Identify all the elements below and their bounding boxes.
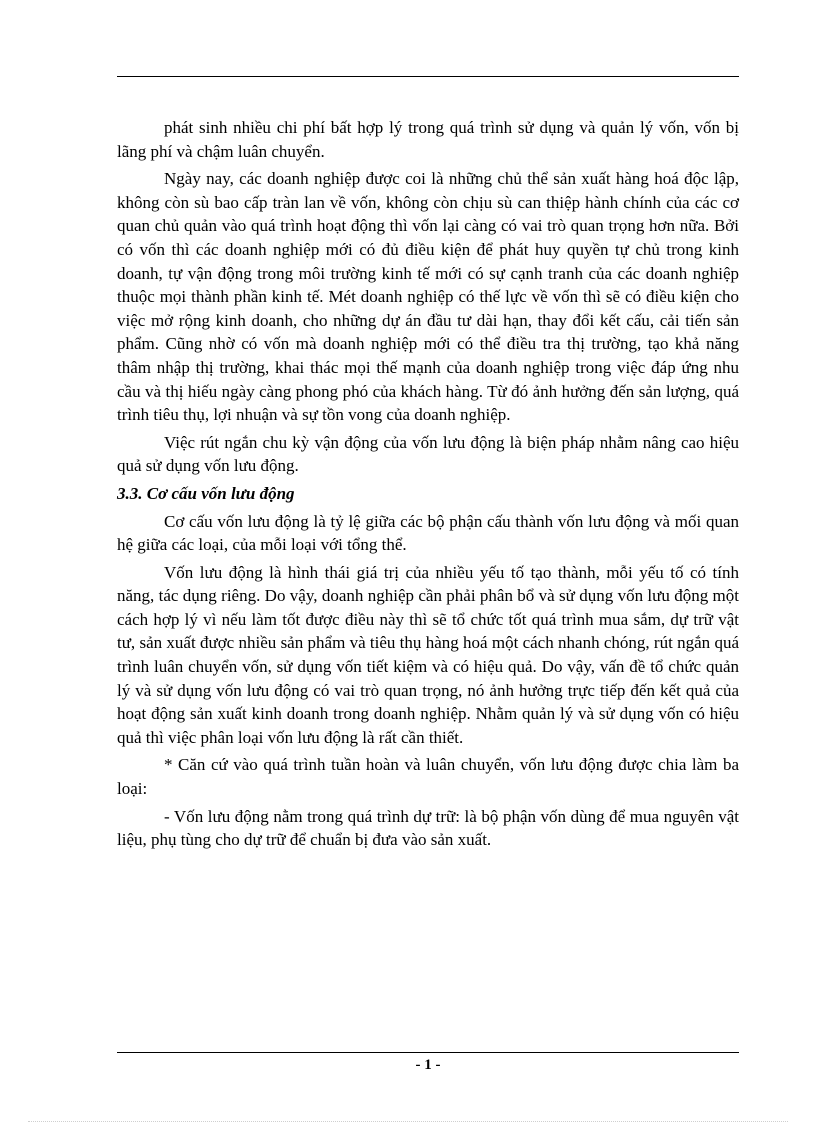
footer-rule	[117, 1052, 739, 1053]
paragraph: Cơ cấu vốn lưu động là tỷ lệ giữa các bộ phận cấu thành vốn lưu động và mối quan hệ giữa các loại, của mỗi loại với tổng thể.	[117, 511, 739, 555]
paragraph: Ngày nay, các doanh nghiệp được coi là những chủ thể sản xuất hàng hoá độc lập, không còn sù bao cấp tràn lan về vốn, không còn chịu sù can thiệp hành chính của các cơ quan chủ quản vào quá trình hoạt động thì vốn lại càng có vai trò quan trọng hơn nữa. Bởi có vốn thì các doanh nghiệp mới có đủ điều kiện để phát huy quyền tự chủ trong kinh doanh, tự vận động trong môi trường kinh tế mới có sự cạnh tranh của các doanh nghiệp thuộc mọi thành phần kinh tế. Mét doanh nghiệp có thế lực về vốn thì sẽ có điều kiện cho việc mở rộng kinh doanh, cho những dự án đầu tư dài hạn, thay đổi kết cấu, cải tiến sản phẩm. Cũng nhờ có vốn mà doanh nghiệp mới có thể điều tra thị trường, tạo khả năng thâm nhập thị trường, khai thác mọi thế mạnh của doanh nghiệp trong việc đáp ứng nhu cầu và thị hiếu ngày càng phong phó của khách hàng. Từ đó ảnh hưởng đến sản lượng, quá trình tiêu thụ, lợi nhuận và sự tồn vong của doanh nghiệp.	[117, 169, 739, 425]
paragraph: - Vốn lưu động nằm trong quá trình dự trữ: là bộ phận vốn dùng để mua nguyên vật liệu, phụ tùng cho dự trữ để chuẩn bị đưa vào sản xuất.	[117, 806, 739, 850]
document-body	[117, 116, 739, 856]
section-heading: 3.3. Cơ cấu vốn lưu động	[117, 483, 295, 503]
paragraph: Việc rút ngắn chu kỳ vận động của vốn lưu động là biện pháp nhằm nâng cao hiệu quả sử dụng vốn lưu động.	[117, 432, 739, 476]
page-number: - 1 -	[415, 1057, 441, 1073]
paragraph: phát sinh nhiều chi phí bất hợp lý trong quá trình sử dụng và quản lý vốn, vốn bị lãng phí và chậm luân chuyển.	[117, 118, 739, 161]
page-edge-dotted-line	[28, 1121, 788, 1122]
paragraph: * Căn cứ vào quá trình tuần hoàn và luân chuyển, vốn lưu động được chia làm ba loại:	[117, 755, 739, 799]
paragraph: Vốn lưu động là hình thái giá trị của nhiều yếu tố tạo thành, mỗi yếu tố có tính năng, tác dụng riêng. Do vậy, doanh nghiệp cần phải phân bổ và sử dụng vốn lưu động một cách hợp lý vì nếu làm tốt được điều này thì sẽ tổ chức tốt quá trình mua sắm, dự trữ vật tư, sản xuất được nhiều sản phẩm và tiêu thụ hàng hoá một cách nhanh chóng, rút ngắn quá trình luân chuyển vốn, sử dụng vốn tiết kiệm và có hiệu quả. Do vậy, vấn đề tổ chức quản lý và sử dụng vốn lưu động có vai trò quan trọng, nó ảnh hưởng trực tiếp đến kết quả của hoạt động sản xuất kinh doanh trong doanh nghiệp. Nhằm quản lý và sử dụng vốn có hiệu quả thì việc phân loại vốn lưu động là rất cần thiết.	[117, 562, 739, 747]
header-rule	[117, 76, 739, 77]
